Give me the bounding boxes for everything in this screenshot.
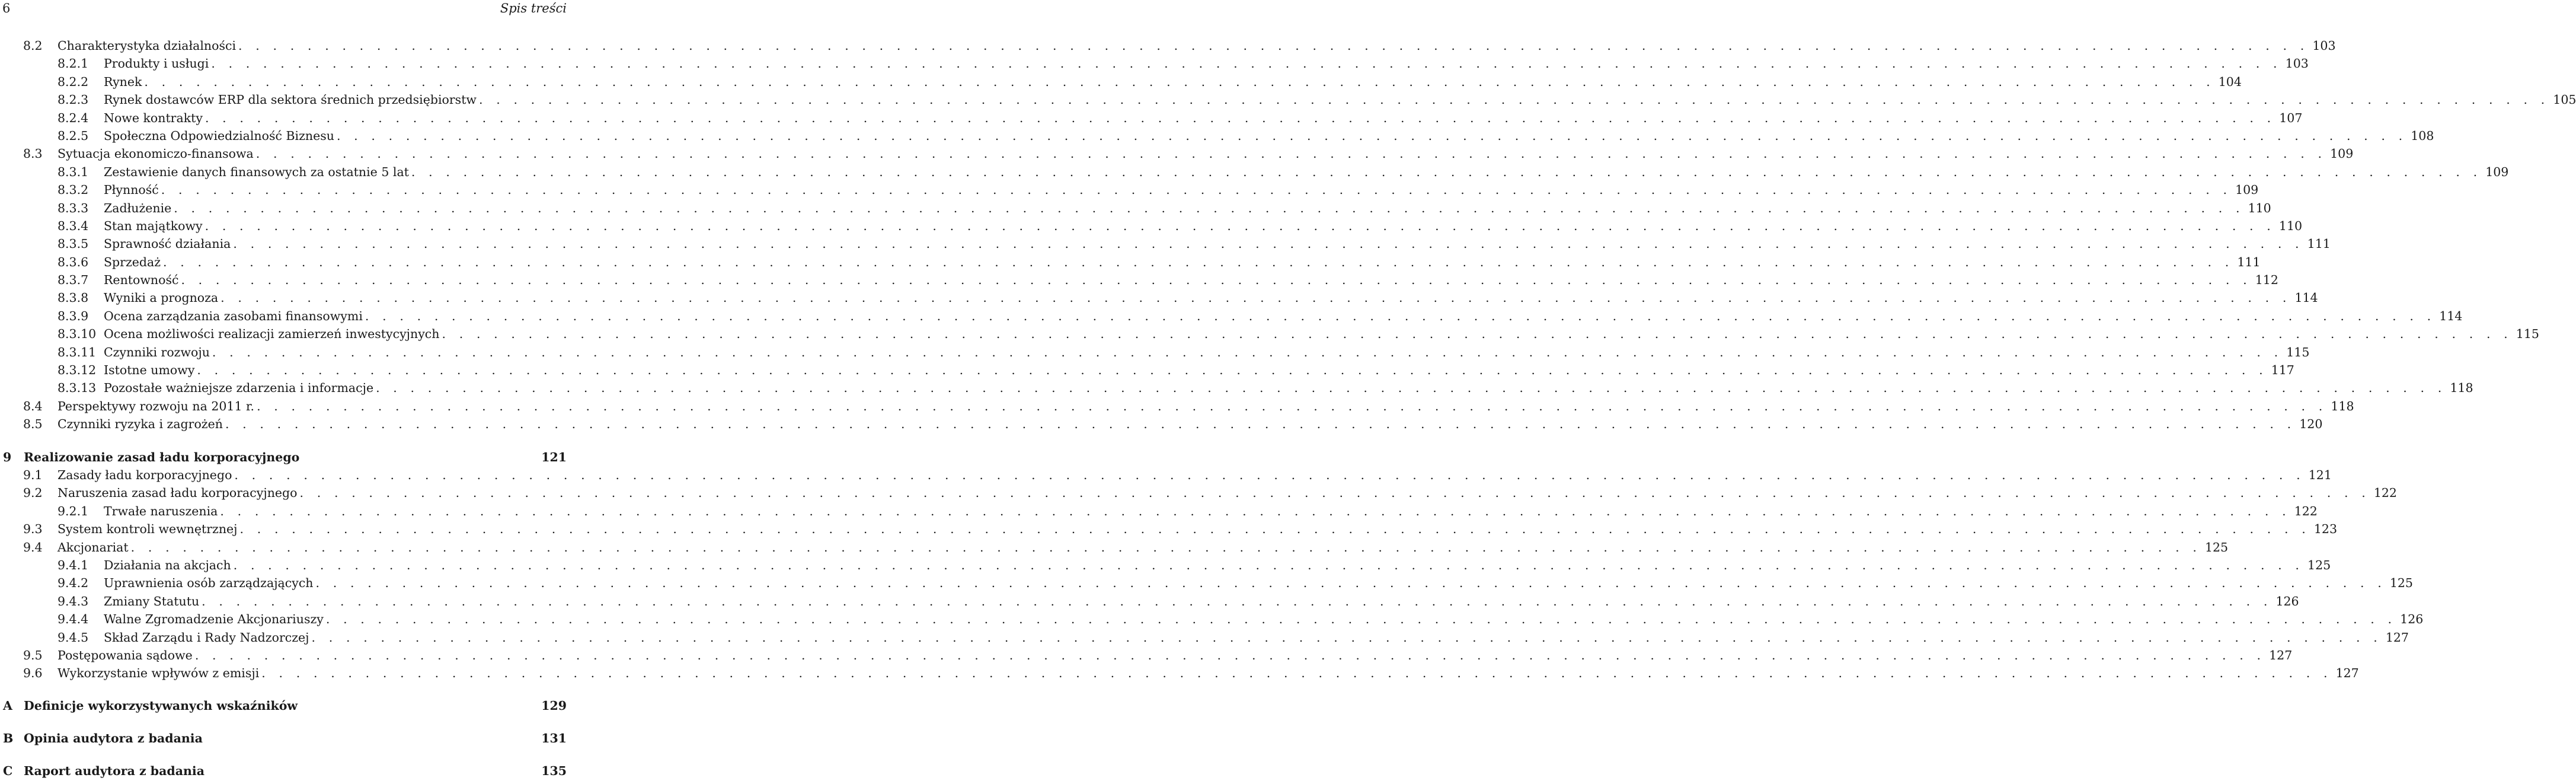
entry-title: Zadłużenie	[104, 200, 172, 215]
entry-page: 127	[2269, 648, 2293, 662]
running-title: Spis treści	[500, 1, 567, 15]
dot-leader: . . . . . . . . . . . . . . . . . . . . . . . . . . . . . . . . . . . . . . . . . . . . . . . . . . . . . . . . . . . . . . . . . . . . . . . . . . . . . . . . . . . . . . . . . . . . . . . . . . . . . . . . . . . . . . . . . . . . . . . .	[336, 128, 2408, 143]
entry-number: 8.3.5	[57, 237, 89, 251]
chapter-number: C	[3, 763, 13, 778]
chapter-title: Realizowanie zasad ładu korporacyjnego	[24, 450, 300, 464]
entry-title: Istotne umowy	[104, 363, 195, 378]
toc-entry[interactable]	[0, 91, 2576, 109]
entry-title: Uprawnienia osób zarządzających	[104, 576, 314, 591]
entry-page: 117	[2271, 363, 2294, 378]
entry-page: 114	[2294, 291, 2318, 305]
toc-entry[interactable]	[0, 484, 2397, 502]
chapter-spacer	[0, 433, 569, 448]
dot-leader: . . . . . . . . . . . . . . . . . . . . . . . . . . . . . . . . . . . . . . . . . . . . . . . . . . . . . . . . . . . . . . . . . . . . . . . . . . . . . . . . . . . . . . . . . . . . . . . . . . . . . . . . . . . . . . . . . . . . . . . .	[311, 630, 2382, 645]
entry-page: 126	[2275, 594, 2299, 608]
chapter-spacer	[0, 683, 569, 697]
dot-leader: . . . . . . . . . . . . . . . . . . . . . . . . . . . . . . . . . . . . . . . . . . . . . . . . . . . . . . . . . . . . . . . . . . . . . . . . . . . . . . . . . . . . . . . . . . . . . . . . . . . . . . . . . . . . . . . . . . . . . . . .	[197, 363, 2268, 378]
table-of-contents	[0, 37, 2576, 780]
dot-leader: . . . . . . . . . . . . . . . . . . . . . . . . . . . . . . . . . . . . . . . . . . . . . . . . . . . . . . . . . . . . . . . . . . . . . . . . . . . . . . . . . . . . . . . . . . . . . . . . . . . . . . . . . . . . . . . . . . . . . . . .	[233, 557, 2305, 572]
entry-title: Pozostałe ważniejsze zdarzenia i informacje	[104, 381, 374, 396]
entry-page: 109	[2330, 146, 2354, 161]
toc-entry[interactable]	[0, 466, 2332, 484]
entry-number: 8.3	[23, 146, 43, 161]
toc-entry[interactable]	[0, 664, 2359, 682]
toc-entry[interactable]	[0, 109, 2303, 127]
entry-page: 104	[2218, 74, 2242, 89]
entry-number: 8.3.10	[57, 327, 97, 342]
entry-number: 8.4	[23, 399, 43, 413]
toc-entry[interactable]	[0, 610, 2424, 628]
entry-number: 8.3.7	[57, 273, 89, 288]
entry-title: Rentowność	[104, 273, 179, 288]
dot-leader: . . . . . . . . . . . . . . . . . . . . . . . . . . . . . . . . . . . . . . . . . . . . . . . . . . . . . . . . . . . . . . . . . . . . . . . . . . . . . . . . . . . . . . . . . . . . . . . . . . . . . . . . . . . . . . . . . . . . . . . .	[194, 648, 2266, 662]
entry-number: 8.2	[23, 39, 43, 53]
chapter-spacer	[0, 715, 569, 729]
entry-number: 9.1	[23, 467, 43, 482]
toc-entry[interactable]	[0, 520, 2337, 538]
entry-page: 125	[2389, 576, 2413, 591]
entry-page: 123	[2313, 522, 2337, 537]
toc-entry[interactable]	[0, 181, 2259, 199]
dot-leader: . . . . . . . . . . . . . . . . . . . . . . . . . . . . . . . . . . . . . . . . . . . . . . . . . . . . . . . . . . . . . . . . . . . . . . . . . . . . . . . . . . . . . . . . . . . . . . . . . . . . . . . . . . . . . . . . . . . . . . . .	[211, 56, 2282, 71]
dot-leader: . . . . . . . . . . . . . . . . . . . . . . . . . . . . . . . . . . . . . . . . . . . . . . . . . . . . . . . . . . . . . . . . . . . . . . . . . . . . . . . . . . . . . . . . . . . . . . . . . . . . . . . . . . . . . . . . . . . . . . . .	[411, 164, 2482, 179]
toc-entry[interactable]	[0, 253, 2261, 271]
dot-leader: . . . . . . . . . . . . . . . . . . . . . . . . . . . . . . . . . . . . . . . . . . . . . . . . . . . . . . . . . . . . . . . . . . . . . . . . . . . . . . . . . . . . . . . . . . . . . . . . . . . . . . . . . . . . . . . . . . . . . . . .	[257, 399, 2328, 413]
entry-page: 122	[2373, 486, 2397, 501]
entry-number: 9.4.1	[57, 557, 89, 572]
chapter-number: 9	[3, 450, 12, 464]
chapter-title: Opinia audytora z badania	[24, 731, 203, 745]
entry-title: Zestawienie danych finansowych za ostatnie 5 lat	[104, 164, 409, 179]
entry-title: Nowe kontrakty	[104, 110, 203, 125]
entry-number: 8.2.1	[57, 56, 89, 71]
entry-title: Trwałe naruszenia	[104, 503, 218, 518]
entry-title: Wykorzystanie wpływów z emisji	[57, 666, 260, 681]
entry-title: Działania na akcjach	[104, 557, 231, 572]
entry-title: Społeczna Odpowiedzialność Biznesu	[104, 128, 334, 143]
dot-leader: . . . . . . . . . . . . . . . . . . . . . . . . . . . . . . . . . . . . . . . . . . . . . . . . . . . . . . . . . . . . . . . . . . . . . . . . . . . . . . . . . . . . . . . . . . . . . . . . . . . . . . . . . . . . . . . . . . . . . . . .	[325, 612, 2397, 627]
toc-entry[interactable]	[0, 415, 2323, 433]
toc-entry[interactable]	[0, 379, 2473, 397]
dot-leader: . . . . . . . . . . . . . . . . . . . . . . . . . . . . . . . . . . . . . . . . . . . . . . . . . . . . . . . . . . . . . . . . . . . . . . . . . . . . . . . . . . . . . . . . . . . . . . . . . . . . . . . . . . . . . . . . . . . . . . . .	[261, 666, 2332, 681]
dot-leader: . . . . . . . . . . . . . . . . . . . . . . . . . . . . . . . . . . . . . . . . . . . . . . . . . . . . . . . . . . . . . . . . . . . . . . . . . . . . . . . . . . . . . . . . . . . . . . . . . . . . . . . . . . . . . . . . . . . . . . . .	[202, 594, 2273, 608]
entry-number: 8.2.5	[57, 128, 89, 143]
entry-page: 103	[2312, 39, 2336, 53]
toc-entry[interactable]	[0, 289, 2318, 307]
dot-leader: . . . . . . . . . . . . . . . . . . . . . . . . . . . . . . . . . . . . . . . . . . . . . . . . . . . . . . . . . . . . . . . . . . . . . . . . . . . . . . . . . . . . . . . . . . . . . . . . . . . . . . . . . . . . . . . . . . . . . . . .	[130, 540, 2201, 554]
entry-title: Rynek	[104, 74, 142, 89]
entry-number: 8.3.12	[57, 363, 97, 378]
chapter-number: B	[3, 731, 14, 745]
entry-page: 115	[2516, 327, 2539, 342]
entry-number: 8.3.3	[57, 200, 89, 215]
toc-entry[interactable]	[0, 538, 2229, 556]
entry-title: Akcjonariat	[57, 540, 129, 554]
dot-leader: . . . . . . . . . . . . . . . . . . . . . . . . . . . . . . . . . . . . . . . . . . . . . . . . . . . . . . . . . . . . . . . . . . . . . . . . . . . . . . . . . . . . . . . . . . . . . . . . . . . . . . . . . . . . . . . . . . . . . . . .	[255, 146, 2327, 161]
toc-entry[interactable]	[0, 199, 2271, 217]
entry-number: 9.4.2	[57, 576, 89, 591]
entry-title: Ocena zarządzania zasobami finansowymi	[104, 308, 363, 323]
dot-leader: . . . . . . . . . . . . . . . . . . . . . . . . . . . . . . . . . . . . . . . . . . . . . . . . . . . . . . . . . . . . . . . . . . . . . . . . . . . . . . . . . . . . . . . . . . . . . . . . . . . . . . . . . . . . . . . . . . . . . . . .	[225, 417, 2296, 432]
entry-page: 107	[2279, 110, 2303, 125]
toc-entry[interactable]	[0, 307, 2463, 325]
dot-leader: . . . . . . . . . . . . . . . . . . . . . . . . . . . . . . . . . . . . . . . . . . . . . . . . . . . . . . . . . . . . . . . . . . . . . . . . . . . . . . . . . . . . . . . . . . . . . . . . . . . . . . . . . . . . . . . . . . . . . . . .	[220, 503, 2291, 518]
entry-title: Zasady ładu korporacyjnego	[57, 467, 232, 482]
toc-chapter-entry[interactable]	[0, 762, 569, 780]
entry-title: Płynność	[104, 183, 159, 197]
entry-number: 8.3.2	[57, 183, 89, 197]
entry-number: 8.3.13	[57, 381, 97, 396]
toc-chapter-entry[interactable]	[0, 729, 569, 747]
entry-number: 8.2.2	[57, 74, 89, 89]
entry-title: Walne Zgromadzenie Akcjonariuszy	[104, 612, 324, 627]
entry-page: 121	[2308, 467, 2332, 482]
dot-leader: . . . . . . . . . . . . . . . . . . . . . . . . . . . . . . . . . . . . . . . . . . . . . . . . . . . . . . . . . . . . . . . . . . . . . . . . . . . . . . . . . . . . . . . . . . . . . . . . . . . . . . . . . . . . . . . . . . . . . . . .	[238, 39, 2309, 53]
entry-title: Sprawność działania	[104, 237, 231, 251]
entry-number: 9.2.1	[57, 503, 89, 518]
entry-page: 109	[2485, 164, 2509, 179]
entry-number: 8.3.1	[57, 164, 89, 179]
toc-entry[interactable]	[0, 127, 2434, 145]
entry-title: System kontroli wewnętrznej	[57, 522, 238, 537]
entry-page: 126	[2400, 612, 2424, 627]
entry-page: 110	[2278, 218, 2303, 233]
dot-leader: . . . . . . . . . . . . . . . . . . . . . . . . . . . . . . . . . . . . . . . . . . . . . . . . . . . . . . . . . . . . . . . . . . . . . . . . . . . . . . . . . . . . . . . . . . . . . . . . . . . . . . . . . . . . . . . . . . . . . . . .	[234, 467, 2305, 482]
entry-title: Czynniki ryzyka i zagrożeń	[57, 417, 223, 432]
entry-number: 8.3.11	[57, 345, 97, 359]
chapter-title: Definicje wykorzystywanych wskaźników	[24, 699, 298, 713]
entry-page: 125	[2204, 540, 2229, 554]
toc-entry[interactable]	[0, 397, 2354, 415]
entry-number: 8.3.4	[57, 218, 89, 233]
toc-entry[interactable]	[0, 271, 2278, 289]
chapter-title: Raport audytora z badania	[24, 763, 204, 778]
entry-number: 9.4.3	[57, 594, 89, 608]
entry-title: Rynek dostawców ERP dla sektora średnich przedsiębiorstw	[104, 93, 477, 107]
entry-number: 9.6	[23, 666, 43, 681]
toc-entry[interactable]	[0, 574, 2413, 592]
toc-entry[interactable]	[0, 73, 2242, 91]
entry-title: Stan majątkowy	[104, 218, 203, 233]
entry-page: 114	[2439, 308, 2463, 323]
dot-leader: . . . . . . . . . . . . . . . . . . . . . . . . . . . . . . . . . . . . . . . . . . . . . . . . . . . . . . . . . . . . . . . . . . . . . . . . . . . . . . . . . . . . . . . . . . . . . . . . . . . . . . . . . . . . . . . . . . . . . . . .	[181, 273, 2252, 288]
entry-page: 108	[2411, 128, 2434, 143]
entry-title: Zmiany Statutu	[104, 594, 200, 608]
entry-page: 120	[2299, 417, 2323, 432]
dot-leader: . . . . . . . . . . . . . . . . . . . . . . . . . . . . . . . . . . . . . . . . . . . . . . . . . . . . . . . . . . . . . . . . . . . . . . . . . . . . . . . . . . . . . . . . . . . . . . . . . . . . . . . . . . . . . . . . . . . . . . . .	[233, 237, 2304, 251]
entry-title: Charakterystyka działalności	[57, 39, 236, 53]
chapter-page: 135	[541, 763, 567, 778]
toc-entry[interactable]	[0, 556, 2331, 574]
entry-page: 118	[2331, 399, 2354, 413]
chapter-spacer	[0, 747, 569, 761]
entry-page: 122	[2294, 503, 2318, 518]
entry-title: Sytuacja ekonomiczo-finansowa	[57, 146, 254, 161]
page-number: 6	[2, 1, 11, 15]
chapter-page: 131	[541, 731, 567, 745]
dot-leader: . . . . . . . . . . . . . . . . . . . . . . . . . . . . . . . . . . . . . . . . . . . . . . . . . . . . . . . . . . . . . . . . . . . . . . . . . . . . . . . . . . . . . . . . . . . . . . . . . . . . . . . . . . . . . . . . . . . . . . . .	[204, 218, 2275, 233]
entry-number: 8.3.6	[57, 254, 89, 269]
toc-chapter-entry[interactable]	[0, 697, 569, 715]
entry-page: 125	[2307, 557, 2331, 572]
dot-leader: . . . . . . . . . . . . . . . . . . . . . . . . . . . . . . . . . . . . . . . . . . . . . . . . . . . . . . . . . . . . . . . . . . . . . . . . . . . . . . . . . . . . . . . . . . . . . . . . . . . . . . . . . . . . . . . . . . . . . . . .	[478, 93, 2550, 107]
entry-page: 111	[2307, 237, 2331, 251]
toc-entry[interactable]	[0, 646, 2293, 664]
entry-number: 9.3	[23, 522, 43, 537]
entry-number: 9.4.5	[57, 630, 89, 645]
entry-title: Ocena możliwości realizacji zamierzeń inwestycyjnych	[104, 327, 440, 342]
chapter-page: 129	[541, 699, 567, 713]
dot-leader: . . . . . . . . . . . . . . . . . . . . . . . . . . . . . . . . . . . . . . . . . . . . . . . . . . . . . . . . . . . . . . . . . . . . . . . . . . . . . . . . . . . . . . . . . . . . . . . . . . . . . . . . . . . . . . . . . . . . . . . .	[163, 254, 2234, 269]
entry-page: 103	[2285, 56, 2309, 71]
dot-leader: . . . . . . . . . . . . . . . . . . . . . . . . . . . . . . . . . . . . . . . . . . . . . . . . . . . . . . . . . . . . . . . . . . . . . . . . . . . . . . . . . . . . . . . . . . . . . . . . . . . . . . . . . . . . . . . . . . . . . . . .	[315, 576, 2386, 591]
entry-number: 8.3.9	[57, 308, 89, 323]
dot-leader: . . . . . . . . . . . . . . . . . . . . . . . . . . . . . . . . . . . . . . . . . . . . . . . . . . . . . . . . . . . . . . . . . . . . . . . . . . . . . . . . . . . . . . . . . . . . . . . . . . . . . . . . . . . . . . . . . . . . . . . .	[376, 381, 2447, 396]
entry-page: 112	[2255, 273, 2278, 288]
toc-entry[interactable]	[0, 502, 2318, 520]
dot-leader: . . . . . . . . . . . . . . . . . . . . . . . . . . . . . . . . . . . . . . . . . . . . . . . . . . . . . . . . . . . . . . . . . . . . . . . . . . . . . . . . . . . . . . . . . . . . . . . . . . . . . . . . . . . . . . . . . . . . . . . .	[212, 345, 2283, 359]
entry-title: Produkty i usługi	[104, 56, 209, 71]
entry-number: 9.4	[23, 540, 43, 554]
entry-title: Czynniki rozwoju	[104, 345, 210, 359]
entry-page: 115	[2286, 345, 2310, 359]
dot-leader: . . . . . . . . . . . . . . . . . . . . . . . . . . . . . . . . . . . . . . . . . . . . . . . . . . . . . . . . . . . . . . . . . . . . . . . . . . . . . . . . . . . . . . . . . . . . . . . . . . . . . . . . . . . . . . . . . . . . . . . .	[365, 308, 2436, 323]
toc-entry[interactable]	[0, 37, 2336, 55]
entry-number: 9.4.4	[57, 612, 89, 627]
dot-leader: . . . . . . . . . . . . . . . . . . . . . . . . . . . . . . . . . . . . . . . . . . . . . . . . . . . . . . . . . . . . . . . . . . . . . . . . . . . . . . . . . . . . . . . . . . . . . . . . . . . . . . . . . . . . . . . . . . . . . . . .	[442, 327, 2513, 342]
entry-number: 8.5	[23, 417, 43, 432]
entry-page: 127	[2335, 666, 2359, 681]
entry-page: 110	[2248, 200, 2271, 215]
page-header	[0, 0, 569, 18]
dot-leader: . . . . . . . . . . . . . . . . . . . . . . . . . . . . . . . . . . . . . . . . . . . . . . . . . . . . . . . . . . . . . . . . . . . . . . . . . . . . . . . . . . . . . . . . . . . . . . . . . . . . . . . . . . . . . . . . . . . . . . . .	[204, 110, 2276, 125]
entry-number: 8.2.4	[57, 110, 89, 125]
entry-title: Wyniki a prognoza	[104, 291, 219, 305]
toc-entry[interactable]	[0, 592, 2299, 610]
entry-number: 8.2.3	[57, 93, 89, 107]
entry-title: Postępowania sądowe	[57, 648, 193, 662]
entry-title: Naruszenia zasad ładu korporacyjnego	[57, 486, 298, 501]
toc-entry[interactable]	[0, 145, 2354, 162]
entry-page: 127	[2385, 630, 2409, 645]
dot-leader: . . . . . . . . . . . . . . . . . . . . . . . . . . . . . . . . . . . . . . . . . . . . . . . . . . . . . . . . . . . . . . . . . . . . . . . . . . . . . . . . . . . . . . . . . . . . . . . . . . . . . . . . . . . . . . . . . . . . . . . .	[161, 183, 2232, 197]
entry-page: 109	[2235, 183, 2259, 197]
toc-entry[interactable]	[0, 325, 2539, 343]
entry-page: 111	[2237, 254, 2261, 269]
entry-title: Skład Zarządu i Rady Nadzorczej	[104, 630, 309, 645]
entry-number: 9.2	[23, 486, 43, 501]
toc-entry[interactable]	[0, 343, 2310, 361]
toc-entry[interactable]	[0, 629, 2409, 646]
entry-title: Sprzedaż	[104, 254, 161, 269]
toc-chapter-entry[interactable]	[0, 448, 569, 466]
entry-number: 9.5	[23, 648, 43, 662]
toc-entry[interactable]	[0, 361, 2294, 379]
toc-entry[interactable]	[0, 217, 2303, 235]
entry-number: 8.3.8	[57, 291, 89, 305]
dot-leader: . . . . . . . . . . . . . . . . . . . . . . . . . . . . . . . . . . . . . . . . . . . . . . . . . . . . . . . . . . . . . . . . . . . . . . . . . . . . . . . . . . . . . . . . . . . . . . . . . . . . . . . . . . . . . . . . . . . . . . . .	[144, 74, 2215, 89]
dot-leader: . . . . . . . . . . . . . . . . . . . . . . . . . . . . . . . . . . . . . . . . . . . . . . . . . . . . . . . . . . . . . . . . . . . . . . . . . . . . . . . . . . . . . . . . . . . . . . . . . . . . . . . . . . . . . . . . . . . . . . . .	[220, 291, 2291, 305]
entry-page: 105	[2553, 93, 2576, 107]
chapter-page: 121	[541, 450, 567, 464]
entry-title: Perspektywy rozwoju na 2011 r.	[57, 399, 255, 413]
dot-leader: . . . . . . . . . . . . . . . . . . . . . . . . . . . . . . . . . . . . . . . . . . . . . . . . . . . . . . . . . . . . . . . . . . . . . . . . . . . . . . . . . . . . . . . . . . . . . . . . . . . . . . . . . . . . . . . . . . . . . . . .	[299, 486, 2370, 501]
chapter-number: A	[3, 699, 12, 713]
toc-entry[interactable]	[0, 163, 2509, 181]
entry-page: 118	[2450, 381, 2473, 396]
toc-entry[interactable]	[0, 235, 2331, 253]
dot-leader: . . . . . . . . . . . . . . . . . . . . . . . . . . . . . . . . . . . . . . . . . . . . . . . . . . . . . . . . . . . . . . . . . . . . . . . . . . . . . . . . . . . . . . . . . . . . . . . . . . . . . . . . . . . . . . . . . . . . . . . .	[174, 200, 2245, 215]
toc-entry[interactable]	[0, 55, 2309, 72]
dot-leader: . . . . . . . . . . . . . . . . . . . . . . . . . . . . . . . . . . . . . . . . . . . . . . . . . . . . . . . . . . . . . . . . . . . . . . . . . . . . . . . . . . . . . . . . . . . . . . . . . . . . . . . . . . . . . . . . . . . . . . . .	[239, 522, 2310, 537]
